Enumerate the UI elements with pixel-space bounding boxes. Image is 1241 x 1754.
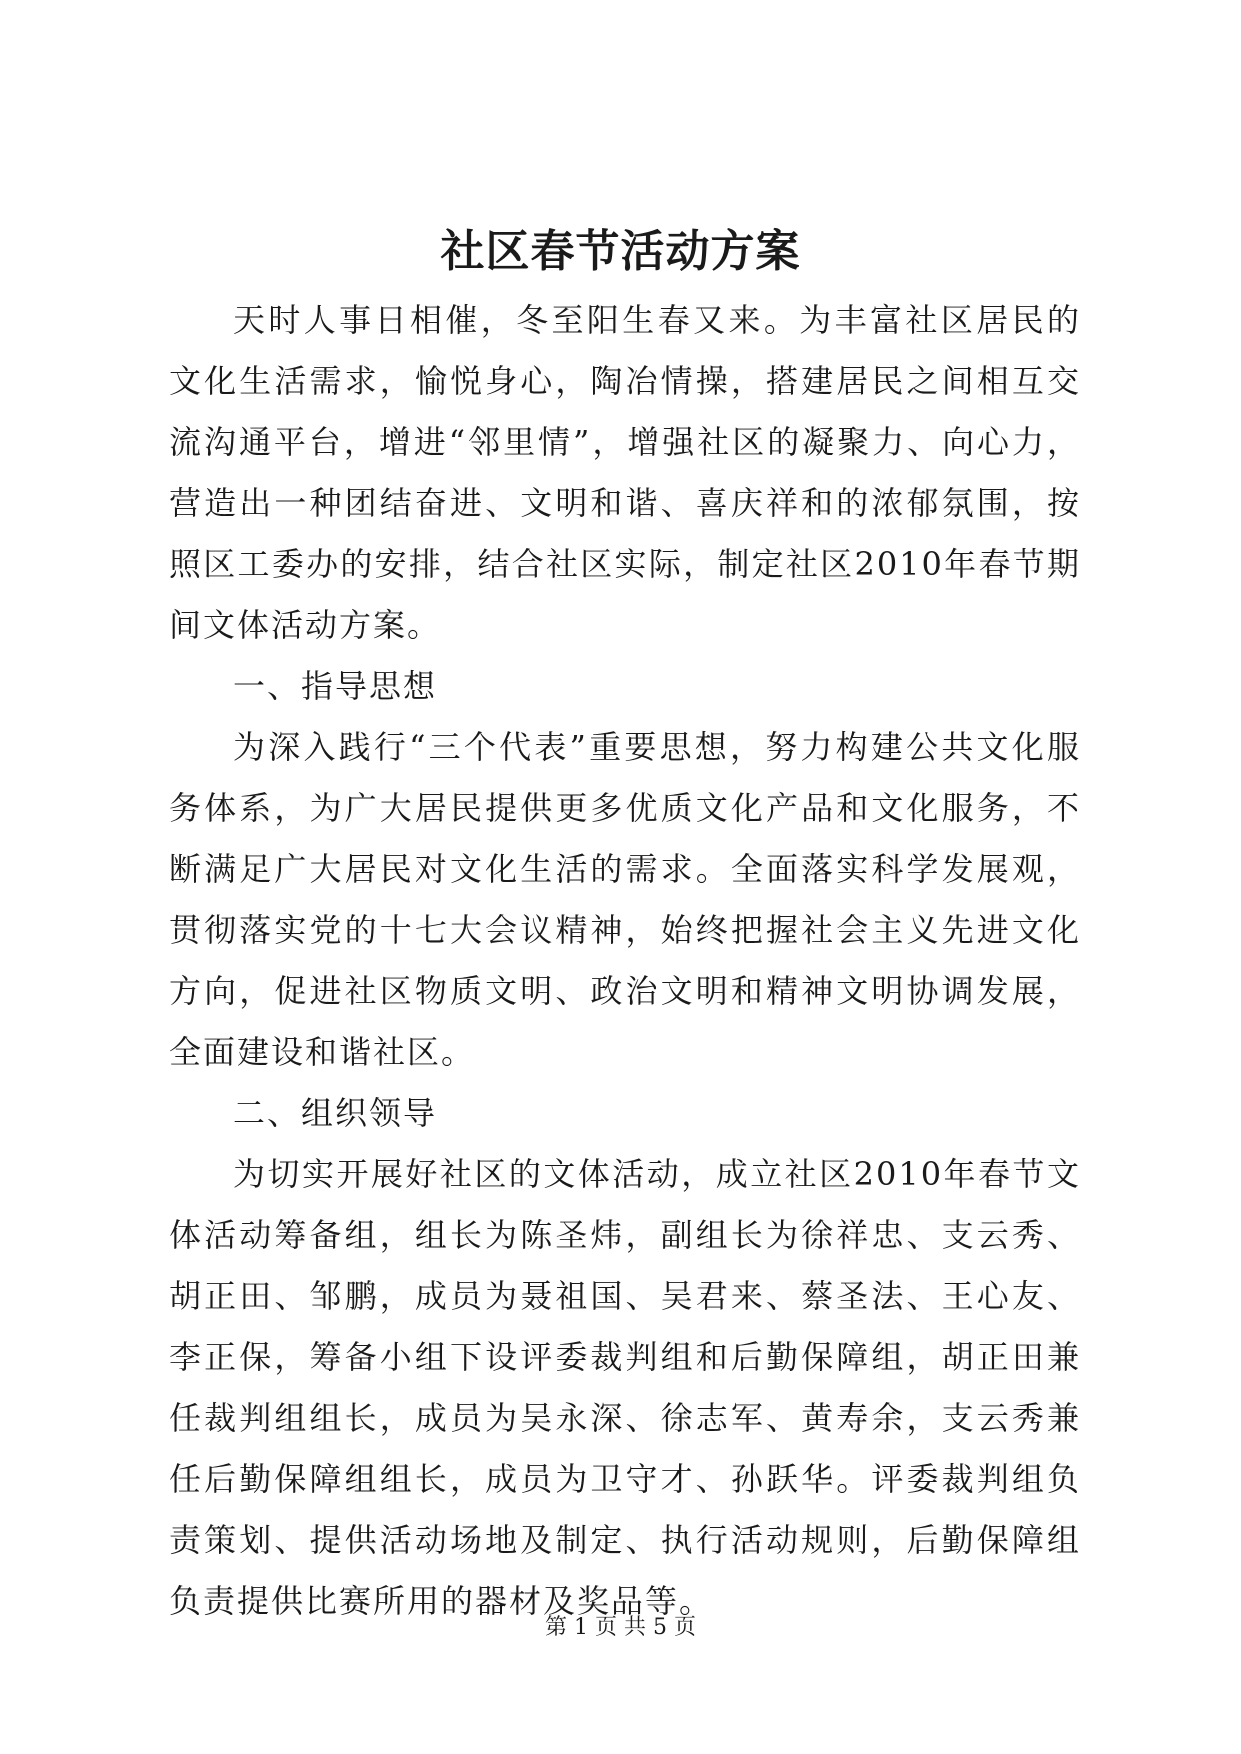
intro-paragraph: 天时人事日相催，冬至阳生春又来。为丰富社区居民的文化生活需求，愉悦身心，陶冶情操，搭建居民之间相互交流沟通平台，增进“邻里情”，增强社区的凝聚力、向心力，营造出一种团结奋进、文明和谐、喜庆祥和的浓郁氛围，按照区工委办的安排，结合社区实际，制定社区2010年春节期间文体活动方案。	[169, 301, 1081, 644]
guiding-ideology-paragraph: 为深入践行“三个代表”重要思想，努力构建公共文化服务体系，为广大居民提供更多优质文化产品和文化服务，不断满足广大居民对文化生活的需求。全面落实科学发展观，贯彻落实党的十七大会议精神，始终把握社会主义先进文化方向，促进社区物质文明、政治文明和精神文明协调发展，全面建设和谐社区。	[169, 728, 1081, 1071]
organization-paragraph: 为切实开展好社区的文体活动，成立社区2010年春节文体活动筹备组，组长为陈圣炜，副组长为徐祥忠、支云秀、胡正田、邹鹏，成员为聂祖国、吴君来、蔡圣法、王心友、李正保，筹备小组下设评委裁判组和后勤保障组，胡正田兼任裁判组组长，成员为吴永深、徐志军、黄寿余，支云秀兼任后勤保障组组长，成员为卫守才、孙跃华。评委裁判组负责策划、提供活动场地及制定、执行活动规则，后勤保障组负责提供比赛所用的器材及奖品等。	[169, 1155, 1081, 1620]
section-heading-organization: 二、组织领导	[233, 1094, 438, 1132]
section-heading-guiding-ideology: 一、指导思想	[233, 667, 438, 705]
document-title: 社区春节活动方案	[440, 226, 801, 277]
page-number-footer: 第 1 页 共 5 页	[545, 1615, 696, 1640]
document-body	[169, 290, 1081, 1632]
